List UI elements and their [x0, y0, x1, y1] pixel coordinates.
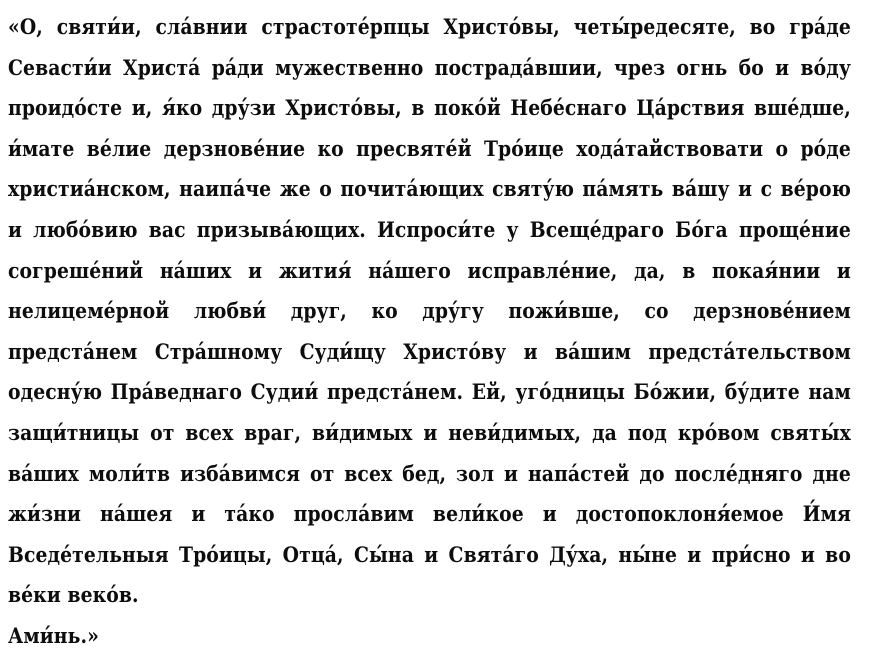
prayer-body-text [8, 8, 858, 658]
prayer-closing-line: Ами́нь.» [8, 623, 99, 649]
prayer-main-paragraph: «О, святи́и, сла́внии страстоте́рпцы Христо́вы, четы́редесяте, во гра́де Севасти́и Христа́ ра́ди мужественно пострада́вшии, чрез огнь бо и во́ду проидо́сте и, я́ко дру́зи Христо́вы, в поко́й Небе́снаго Ца́рствия вше́дше, и́мате ве́лие дерзнове́ние ко пресвятéй Тро́ице хода́тайствовати о ро́де христиа́нском, наипа́че же о почита́ющих святу́ю па́мять ва́шу и с ве́рою и любо́вию вас призыва́ющих. Испроси́те у Всеще́драго Бо́га проще́ние согреше́ний на́ших и жития́ на́шего исправле́ние, да, в покая́нии и нелицеме́рной любви́ друг, ко дру́гу пожи́вше, со дерзнове́нием предста́нем Стра́шному Суди́щу Христо́ву и ва́шим предста́тельством одесну́ю Пра́веднаго Судии́ предста́нем. Ей, уго́дницы Бо́жии, бу́дите нам защи́тницы от всех враг, ви́димых и неви́димых, да под кро́вом святы́х ва́ших моли́тв изба́вимся от всех бед, зол и напа́стей до после́дняго дне жи́зни на́шея и та́ко просла́вим вели́кое и достопоклоня́емое И́мя Вседе́тельныя Тро́ицы, Отца́, Сы́на и Свята́го Ду́ха, ны́не и при́сно и во ве́ки веко́в. [8, 15, 858, 609]
